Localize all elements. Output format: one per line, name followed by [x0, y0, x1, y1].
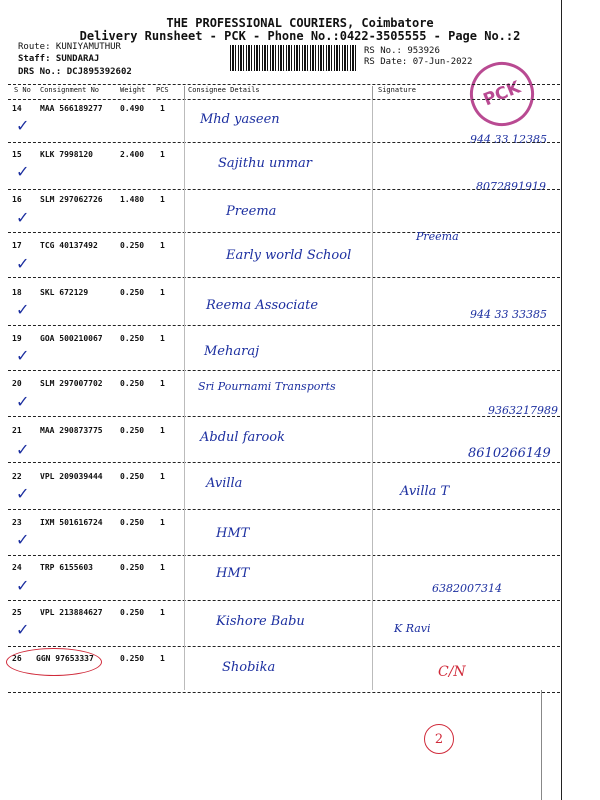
row-consignment: VPL 213884627: [40, 608, 103, 617]
row-consignment: MAA 566189277: [40, 104, 103, 113]
consignee-handwritten: Abdul farook: [200, 430, 286, 445]
consignee-handwritten: Reema Associate: [206, 298, 319, 313]
col-signature: Signature: [378, 86, 416, 94]
check-mark-icon: ✓: [16, 116, 30, 135]
col-divider-2: [372, 86, 373, 100]
row-weight: 0.250: [120, 334, 145, 343]
row-rule: [8, 370, 560, 371]
check-mark-icon: ✓: [16, 530, 30, 549]
row-rule: [8, 600, 560, 601]
check-mark-icon: ✓: [16, 440, 30, 459]
consignee-handwritten: HMT: [216, 526, 250, 541]
row-weight: 0.250: [120, 654, 145, 663]
rs-number: RS No.: 953926: [364, 46, 440, 56]
row-pcs: 1: [160, 518, 165, 527]
row-rule: [8, 142, 560, 143]
row-pcs: 1: [160, 150, 165, 159]
row-weight: 0.490: [120, 104, 145, 113]
check-mark-icon: ✓: [16, 208, 30, 227]
check-mark-icon: ✓: [16, 346, 30, 365]
check-mark-icon: ✓: [16, 620, 30, 639]
row-pcs: 1: [160, 334, 165, 343]
signature-handwritten: 6382007314: [432, 582, 502, 595]
row-rule: [8, 189, 560, 190]
consignee-handwritten: Shobika: [222, 660, 276, 675]
row-consignment: VPL 209039444: [40, 472, 103, 481]
check-mark-icon: ✓: [16, 162, 30, 181]
table-row: [0, 518, 600, 538]
row-sno: 15: [12, 150, 22, 159]
consignee-handwritten: Avilla: [206, 476, 243, 491]
row-sno: 26: [12, 654, 22, 663]
table-row: [0, 104, 600, 124]
consignee-handwritten: Early world School: [226, 248, 352, 263]
consignee-handwritten: Kishore Babu: [216, 614, 305, 629]
row-consignment: SLM 297062726: [40, 195, 103, 204]
row-sno: 19: [12, 334, 22, 343]
row-weight: 0.250: [120, 288, 145, 297]
row-sno: 16: [12, 195, 22, 204]
page-edge-lower: [541, 690, 542, 800]
row-weight: 0.250: [120, 241, 145, 250]
consignee-handwritten: Meharaj: [204, 344, 260, 359]
table-row: [0, 334, 600, 354]
col-consignee: Consignee Details: [188, 86, 260, 94]
row-sno: 23: [12, 518, 22, 527]
route-label: Route: KUNIYAMUTHUR: [18, 42, 121, 52]
row-consignment: SKL 672129: [40, 288, 89, 297]
row-consignment: GOA 500210067: [40, 334, 103, 343]
check-mark-icon: ✓: [16, 300, 30, 319]
staff-label: Staff: SUNDARAJ: [18, 54, 100, 64]
row-rule: [8, 462, 560, 463]
row-weight: 0.250: [120, 518, 145, 527]
row-sno: 14: [12, 104, 22, 113]
row-pcs: 1: [160, 379, 165, 388]
row-rule: [8, 277, 560, 278]
table-row: [0, 472, 600, 492]
signature-handwritten: Avilla T: [400, 484, 450, 499]
row-pcs: 1: [160, 563, 165, 572]
row-sno: 21: [12, 426, 22, 435]
row-sno: 22: [12, 472, 22, 481]
row-sno: 18: [12, 288, 22, 297]
row-rule: [8, 646, 560, 647]
consignee-column-line: [184, 100, 185, 690]
row-sno: 20: [12, 379, 22, 388]
consignee-handwritten: Sajithu unmar: [218, 156, 312, 171]
col-sno: S No: [14, 86, 31, 94]
check-mark-icon: ✓: [16, 576, 30, 595]
barcode: [230, 45, 356, 71]
row-consignment: KLK 7998120: [40, 150, 93, 159]
check-mark-icon: ✓: [16, 392, 30, 411]
col-pcs: PCS: [156, 86, 169, 94]
row-pcs: 1: [160, 241, 165, 250]
signature-handwritten: K Ravi: [394, 622, 431, 635]
page-mark-circle: [424, 724, 454, 754]
row-weight: 0.250: [120, 426, 145, 435]
courier-title: THE PROFESSIONAL COURIERS, Coimbatore: [166, 16, 434, 30]
row-pcs: 1: [160, 472, 165, 481]
consignee-handwritten: HMT: [216, 566, 250, 581]
row-weight: 1.480: [120, 195, 145, 204]
row-pcs: 1: [160, 288, 165, 297]
page-mark-text: 2: [434, 731, 444, 747]
row-pcs: 1: [160, 426, 165, 435]
row-consignment: IXM 501616724: [40, 518, 103, 527]
row-rule: [8, 509, 560, 510]
row-sno: 25: [12, 608, 22, 617]
row-consignment: TRP 6155603: [40, 563, 93, 572]
row-sno: 24: [12, 563, 22, 572]
check-mark-icon: ✓: [16, 254, 30, 273]
row-pcs: 1: [160, 608, 165, 617]
header-rule-bottom: [8, 99, 560, 100]
row-pcs: 1: [160, 654, 165, 663]
row-rule: [8, 416, 560, 417]
circled-row-highlight: [6, 648, 102, 676]
table-row: [0, 195, 600, 215]
row-rule: [8, 692, 560, 693]
signature-column-line: [372, 100, 373, 690]
row-rule: [8, 325, 560, 326]
drs-number: DRS No.: DCJ895392602: [18, 67, 132, 77]
row-pcs: 1: [160, 195, 165, 204]
row-consignment: SLM 297007702: [40, 379, 103, 388]
col-weight: Weight: [120, 86, 146, 94]
row-weight: 2.400: [120, 150, 145, 159]
table-row: [0, 563, 600, 583]
consignee-handwritten: Mhd yaseen: [200, 112, 280, 127]
col-divider-1: [184, 86, 185, 100]
runsheet-title: Delivery Runsheet - PCK - Phone No.:0422-3505555 - Page No.:2: [79, 29, 521, 43]
signature-handwritten: C/N: [438, 664, 466, 680]
signature-handwritten: 944 33 33385: [470, 308, 547, 321]
rs-date: RS Date: 07-Jun-2022: [364, 57, 473, 67]
signature-handwritten: 8072891919: [476, 180, 546, 193]
row-consignment: MAA 290873775: [40, 426, 103, 435]
row-weight: 0.250: [120, 379, 145, 388]
row-weight: 0.250: [120, 608, 145, 617]
col-consignment: Consignment No: [40, 86, 100, 94]
table-row: [0, 426, 600, 446]
header-rule-top: [8, 84, 560, 85]
stamp-text: PCK: [480, 77, 524, 111]
column-header: [0, 86, 600, 100]
page-edge: [561, 0, 562, 800]
row-weight: 0.250: [120, 472, 145, 481]
row-weight: 0.250: [120, 563, 145, 572]
row-rule: [8, 555, 560, 556]
row-consignment: GGN 97653337: [36, 654, 94, 663]
check-mark-icon: ✓: [16, 484, 30, 503]
row-pcs: 1: [160, 104, 165, 113]
signature-handwritten: 9363217989: [488, 404, 558, 417]
signature-handwritten: 8610266149: [468, 446, 551, 461]
signature-handwritten: 944 33 12385: [470, 133, 547, 146]
row-rule: [8, 232, 560, 233]
row-consignment: TCG 40137492: [40, 241, 98, 250]
signature-handwritten: Preema: [416, 230, 459, 243]
consignee-handwritten: Preema: [226, 204, 277, 219]
row-sno: 17: [12, 241, 22, 250]
consignee-handwritten: Sri Pournami Transports: [198, 380, 336, 393]
